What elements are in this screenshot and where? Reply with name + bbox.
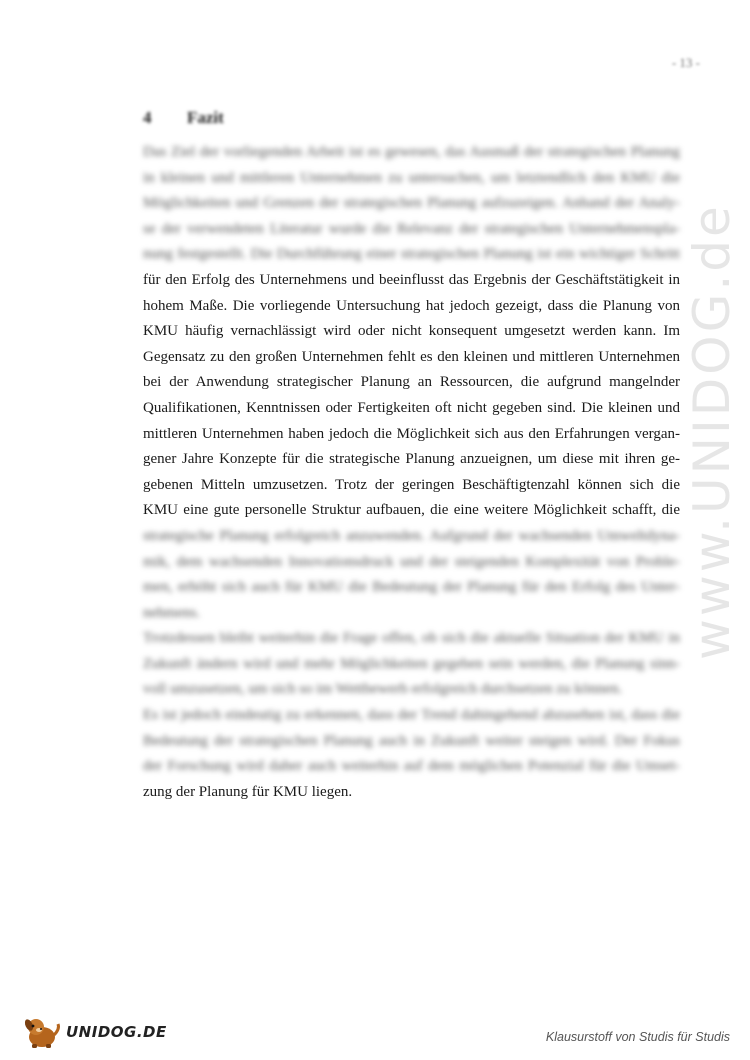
- body-line: mik, dem wachsenden Innovationsdruck und der steigenden Komplexität von Proble-: [143, 553, 680, 570]
- body-line: men, erhöht sich auch für KMU die Bedeutung der Planung für den Erfolg des Unter-: [143, 579, 680, 596]
- body-line: nehmens.: [143, 604, 201, 621]
- body-line: Möglichkeiten und Grenzen der strategischen Planung aufzuzeigen. Anhand der Analy-: [143, 195, 680, 212]
- footer-tagline: Klausurstoff von Studis für Studis: [545, 1030, 730, 1044]
- body-line: der Forschung wird daher auch weiterhin auf dem möglichen Potenzial für die Umset-: [143, 758, 680, 775]
- logo-text: UNIDOG.DE: [66, 1023, 167, 1041]
- body-line: Gegensatz zu den großen Unternehmen fehlt es den kleinen und mittleren Unternehmen: [143, 348, 680, 365]
- body-line: nung festgestellt. Die Durchführung einer strategischen Planung ist ein wichtiger Schritt: [143, 246, 680, 263]
- body-line: Bedeutung der strategischen Planung auch in Zukunft weiter steigen wird. Der Fokus: [143, 732, 680, 749]
- unidog-logo[interactable]: [20, 1015, 167, 1049]
- body-line: Qualifikationen, Kenntnissen oder Fertigkeiten oft nicht gegeben sind. Die kleinen und: [143, 399, 680, 416]
- body-line: Es ist jedoch eindeutig zu erkennen, dass der Trend dahingehend abzusehen ist, dass die: [143, 707, 680, 724]
- section-heading: [143, 108, 224, 128]
- section-title: Fazit: [187, 108, 224, 127]
- body-line: Trotzdessen bleibt weiterhin die Frage offen, ob sich die aktuelle Situation der KMU in: [143, 630, 680, 647]
- section-number: 4: [143, 108, 152, 127]
- body-line: mittleren Unternehmen haben jedoch die Möglichkeit sich aus den Erfahrungen vergan-: [143, 425, 680, 442]
- body-line: strategische Planung erfolgreich anzuwenden. Aufgrund der wachsenden Umweltdyna-: [143, 527, 680, 544]
- body-line: Das Ziel der vorliegenden Arbeit ist es gewesen, das Ausmaß der strategischen Planung: [143, 144, 680, 160]
- body-line: gener Jahre Konzepte für die strategische Planung anzueignen, um diese mit ihren ge-: [143, 451, 680, 468]
- body-line: KMU häufig vernachlässigt wird oder nicht konsequent umgesetzt werden kann. Im: [143, 323, 680, 340]
- body-line: gebenen Mitteln umzusetzen. Trotz der geringen Beschäftigtenzahl können sich die: [143, 476, 680, 493]
- body-line: se der verwendeten Literatur wurde die Relevanz der strategischen Unternehmenspla-: [143, 220, 680, 237]
- body-line: für den Erfolg des Unternehmens und beeinflusst das Ergebnis der Geschäftstätigkeit in: [143, 271, 680, 288]
- body-line: KMU eine gute personelle Struktur aufbauen, die eine weitere Möglichkeit schafft, die: [143, 502, 680, 519]
- body-line: hohem Maße. Die vorliegende Untersuchung hat jedoch gezeigt, dass die Planung von: [143, 297, 680, 314]
- watermark: www.UNIDOG.de: [683, 203, 741, 660]
- body-text: [143, 140, 680, 805]
- body-line: in kleinen und mittleren Unternehmen zu untersuchen, um letztendlich den KMU die: [143, 169, 680, 186]
- body-line: Zukunft ändern wird und mehr Möglichkeiten gegeben sein werden, die Planung sinn-: [143, 655, 680, 672]
- body-line: voll umzusetzen, um sich so im Wettbewerb erfolgreich durchsetzen zu können.: [143, 681, 623, 698]
- body-line: zung der Planung für KMU liegen.: [143, 783, 353, 800]
- body-line: bei der Anwendung strategischer Planung an Ressourcen, die aufgrund mangelnder: [143, 374, 680, 391]
- dog-icon: [20, 1015, 64, 1049]
- page-number: - 13 -: [671, 55, 700, 70]
